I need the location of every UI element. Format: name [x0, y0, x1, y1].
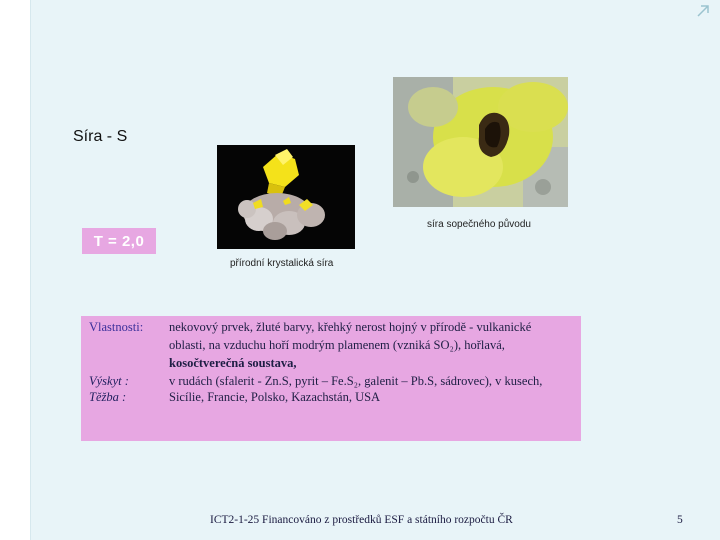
properties-text-line-3: kosočtverečná soustava,: [169, 356, 297, 370]
occurrence-text: v rudách (sfalerit - Zn.S, pyrit – Fe.S₂, galenit – Pb.S, sádrovec), v kusech,: [169, 374, 543, 388]
info-box: [81, 316, 581, 441]
occurrence-label: Výskyt :: [89, 374, 129, 388]
properties-label: Vlastnosti:: [89, 320, 144, 334]
sulfur-crystal-icon: [217, 145, 355, 249]
footer-text: ICT2-1-25 Financováno z prostředků ESF a státního rozpočtu ČR: [210, 514, 513, 526]
crystal-sulfur-caption: přírodní krystalická síra: [230, 258, 334, 269]
natural-sulfur-crystal-photo: [217, 145, 355, 249]
volcanic-sulfur-caption: síra sopečného původu: [427, 219, 531, 230]
mining-label: Těžba :: [89, 390, 127, 404]
temperature-badge-label: T = 2,0: [93, 232, 145, 250]
corner-arrow-icon: [696, 4, 710, 18]
volcanic-sulfur-photo: [393, 77, 568, 207]
temperature-badge: [82, 228, 156, 254]
properties-text-line-2: oblasti, na vzduchu hoří modrým plamenem (vzniká SO₂), hořlavá,: [169, 338, 505, 352]
slide-title: Síra - S: [73, 128, 128, 145]
slide-left-band: [0, 0, 31, 540]
properties-text-line-1: nekovový prvek, žluté barvy, křehký nerost hojný v přírodě - vulkanické: [169, 320, 532, 334]
page-number: 5: [677, 514, 683, 526]
mining-text: Sicílie, Francie, Polsko, Kazachstán, USA: [169, 390, 381, 404]
volcanic-sulfur-icon: [393, 77, 568, 207]
slide-content-area: [30, 0, 720, 540]
